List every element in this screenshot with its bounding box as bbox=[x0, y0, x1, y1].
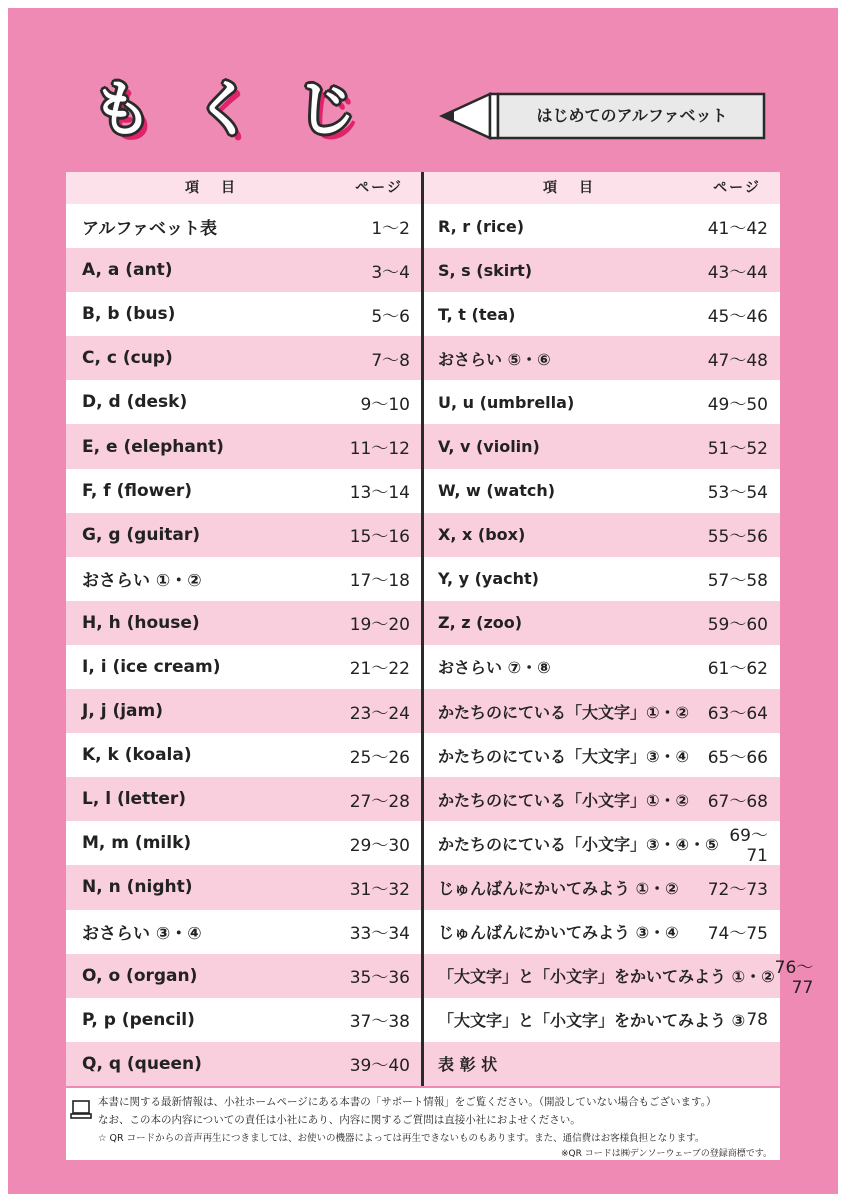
toc-item-label: S, s (skirt) bbox=[438, 260, 533, 280]
toc-item-label: かたちのにている「大文字」③・④ bbox=[438, 746, 690, 766]
toc-item-pages: 5〜6 bbox=[371, 306, 410, 327]
toc-item-label: E, e (elephant) bbox=[82, 436, 224, 457]
toc-item-pages: 65〜66 bbox=[707, 747, 768, 768]
toc-item-label: アルファベット表 bbox=[82, 218, 217, 239]
toc-item-pages: 39〜40 bbox=[349, 1056, 410, 1077]
toc-item-label: V, v (violin) bbox=[438, 437, 540, 457]
toc-item-label: F, f (flower) bbox=[82, 480, 193, 501]
toc-item-label: H, h (house) bbox=[82, 612, 200, 633]
toc-item-label: N, n (night) bbox=[82, 877, 193, 898]
toc-item-label: じゅんばんにかいてみよう ③・④ bbox=[438, 923, 679, 943]
toc-item-pages: 51〜52 bbox=[707, 439, 768, 460]
toc-item-pages: 63〜64 bbox=[707, 703, 768, 724]
footer-notes bbox=[66, 1088, 780, 1160]
toc-item-label: J, j (jam) bbox=[82, 701, 163, 722]
toc-item-pages: 17〜18 bbox=[349, 571, 410, 592]
header-page: ページ bbox=[355, 180, 403, 196]
toc-item-label: C, c (cup) bbox=[82, 348, 173, 369]
toc-row bbox=[424, 998, 780, 1042]
toc-column-right bbox=[424, 172, 814, 1086]
title-char: じ bbox=[296, 75, 356, 145]
header-item: 項目 bbox=[543, 180, 615, 196]
toc-item-label: Z, z (zoo) bbox=[438, 613, 523, 633]
toc-item-pages: 35〜36 bbox=[349, 968, 410, 989]
toc-row bbox=[66, 557, 422, 601]
toc-row bbox=[424, 689, 780, 733]
toc-row bbox=[66, 292, 422, 336]
toc-item-pages: 57〜58 bbox=[707, 571, 768, 592]
toc-item-label: D, d (desk) bbox=[82, 392, 188, 413]
toc-row bbox=[66, 954, 422, 998]
toc-row bbox=[424, 954, 814, 999]
toc-item-label: K, k (koala) bbox=[82, 745, 192, 766]
toc-item-pages: 23〜24 bbox=[349, 703, 410, 724]
toc-row bbox=[424, 424, 780, 468]
toc-item-pages: 7〜8 bbox=[371, 350, 410, 371]
toc-item-label: おさらい ①・② bbox=[82, 571, 202, 592]
toc-row bbox=[66, 469, 422, 513]
toc-item-label: R, r (rice) bbox=[438, 216, 525, 236]
toc-row bbox=[66, 910, 422, 954]
title-char: く bbox=[194, 75, 254, 145]
toc-item-pages: 37〜38 bbox=[349, 1012, 410, 1033]
toc-item-pages: 31〜32 bbox=[349, 879, 410, 900]
toc-row bbox=[424, 557, 780, 601]
toc-column-left bbox=[66, 172, 422, 1086]
pencil-banner bbox=[440, 92, 766, 140]
toc-item-pages: 76〜77 bbox=[774, 958, 814, 999]
toc-item-label: T, t (tea) bbox=[438, 304, 516, 324]
toc-row bbox=[66, 513, 422, 557]
toc-item-pages: 59〜60 bbox=[707, 615, 768, 636]
footer-line: 本書に関する最新情報は、小社ホームページにある本書の「サポート情報」をご覧ください。（開設していない場合もございます。） bbox=[98, 1096, 717, 1108]
book-subtitle: はじめてのアルファベット bbox=[536, 106, 728, 125]
toc-item-pages: 1〜2 bbox=[371, 218, 410, 239]
toc-item-label: Q, q (queen) bbox=[82, 1053, 202, 1074]
footer-line: ※QR コードは㈱デンソーウェーブの登録商標です。 bbox=[560, 1149, 772, 1159]
toc-row bbox=[66, 1042, 422, 1086]
toc-item-pages: 47〜48 bbox=[707, 350, 768, 371]
toc-row bbox=[66, 998, 422, 1042]
toc-item-pages: 45〜46 bbox=[707, 306, 768, 327]
toc-item-label: A, a (ant) bbox=[82, 260, 173, 281]
footer-line: ☆ QR コードからの音声再生につきましては、お使いの機器によっては再生できないものもあります。また、通信費はお客様負担となります。 bbox=[98, 1133, 705, 1144]
toc-item-pages: 21〜22 bbox=[349, 659, 410, 680]
toc-row bbox=[424, 777, 780, 821]
toc-item-pages: 3〜4 bbox=[371, 262, 410, 283]
toc-item-pages: 69〜71 bbox=[729, 825, 768, 866]
toc-item-pages: 72〜73 bbox=[707, 879, 768, 900]
toc-item-pages: 74〜75 bbox=[707, 924, 768, 945]
toc-item-label: W, w (watch) bbox=[438, 481, 556, 501]
toc-row bbox=[424, 1042, 780, 1086]
toc-row bbox=[424, 910, 780, 954]
toc-item-pages: 27〜28 bbox=[349, 791, 410, 812]
toc-item-pages: 9〜10 bbox=[360, 394, 410, 415]
toc-row bbox=[66, 777, 422, 821]
toc-row bbox=[424, 601, 780, 645]
header-item: 項目 bbox=[185, 180, 257, 196]
toc-row bbox=[424, 865, 780, 909]
toc-row bbox=[66, 821, 422, 865]
toc-row bbox=[66, 248, 422, 292]
toc-row bbox=[66, 336, 422, 380]
toc-row bbox=[424, 733, 780, 777]
toc-row bbox=[424, 645, 780, 689]
toc-header bbox=[424, 172, 780, 204]
toc-item-label: おさらい ③・④ bbox=[82, 924, 202, 945]
toc-item-label: P, p (pencil) bbox=[82, 1009, 195, 1030]
toc-item-label: かたちのにている「小文字」①・② bbox=[438, 790, 690, 810]
toc-item-label: B, b (bus) bbox=[82, 304, 176, 325]
title-char: も bbox=[92, 75, 152, 145]
toc-item-pages: 33〜34 bbox=[349, 924, 410, 945]
toc-item-pages: 78 bbox=[746, 1009, 768, 1030]
toc-item-pages: 53〜54 bbox=[707, 483, 768, 504]
toc-row bbox=[66, 424, 422, 468]
toc-row bbox=[66, 601, 422, 645]
toc-row bbox=[66, 733, 422, 777]
toc-item-label: X, x (box) bbox=[438, 525, 526, 545]
toc-item-pages: 11〜12 bbox=[349, 439, 410, 460]
toc-item-label: 「大文字」と「小文字」をかいてみよう ③ bbox=[438, 1011, 746, 1031]
toc-row bbox=[424, 821, 780, 865]
toc-item-pages: 25〜26 bbox=[349, 747, 410, 768]
toc-row bbox=[424, 248, 780, 292]
toc-item-label: I, i (ice cream) bbox=[82, 656, 221, 677]
toc-item-label: 「大文字」と「小文字」をかいてみよう ①・② bbox=[438, 967, 775, 987]
header-page: ページ bbox=[713, 180, 761, 196]
toc-item-pages: 13〜14 bbox=[349, 483, 410, 504]
toc-row bbox=[66, 645, 422, 689]
toc-row bbox=[66, 865, 422, 909]
toc-item-pages: 41〜42 bbox=[707, 218, 768, 239]
toc-header bbox=[66, 172, 422, 204]
toc-item-pages: 61〜62 bbox=[707, 659, 768, 680]
toc-item-label: 表 彰 状 bbox=[438, 1055, 498, 1075]
toc-item-label: G, g (guitar) bbox=[82, 524, 201, 545]
footer-line: なお、この本の内容についての責任は小社にあり、内容に関するご質問は直接小社におよせください。 bbox=[98, 1114, 581, 1126]
toc-row bbox=[66, 689, 422, 733]
toc-item-label: L, l (letter) bbox=[82, 789, 187, 810]
toc-item-label: おさらい ⑦・⑧ bbox=[438, 658, 551, 678]
toc-row bbox=[424, 336, 780, 380]
toc-item-pages: 19〜20 bbox=[349, 615, 410, 636]
toc-item-pages: 43〜44 bbox=[707, 262, 768, 283]
page-title bbox=[92, 70, 398, 150]
table-of-contents bbox=[66, 172, 814, 1086]
toc-row bbox=[424, 380, 780, 424]
computer-icon bbox=[70, 1100, 92, 1120]
toc-row bbox=[66, 380, 422, 424]
toc-row bbox=[66, 204, 422, 248]
toc-item-pages: 49〜50 bbox=[707, 394, 768, 415]
toc-item-label: かたちのにている「大文字」①・② bbox=[438, 702, 690, 722]
toc-item-label: おさらい ⑤・⑥ bbox=[438, 349, 551, 369]
toc-row bbox=[424, 469, 780, 513]
toc-item-pages: 55〜56 bbox=[707, 527, 768, 548]
toc-item-label: Y, y (yacht) bbox=[438, 569, 539, 589]
toc-item-pages: 29〜30 bbox=[349, 835, 410, 856]
toc-row bbox=[424, 204, 780, 248]
toc-row bbox=[424, 513, 780, 557]
toc-item-label: じゅんばんにかいてみよう ①・② bbox=[438, 878, 679, 898]
toc-item-pages: 15〜16 bbox=[349, 527, 410, 548]
toc-item-label: M, m (milk) bbox=[82, 833, 192, 854]
toc-item-label: かたちのにている「小文字」③・④・⑤ bbox=[438, 834, 719, 854]
toc-item-label: O, o (organ) bbox=[82, 965, 198, 986]
toc-row bbox=[424, 292, 780, 336]
toc-item-pages: 67〜68 bbox=[707, 791, 768, 812]
toc-item-label: U, u (umbrella) bbox=[438, 392, 575, 412]
